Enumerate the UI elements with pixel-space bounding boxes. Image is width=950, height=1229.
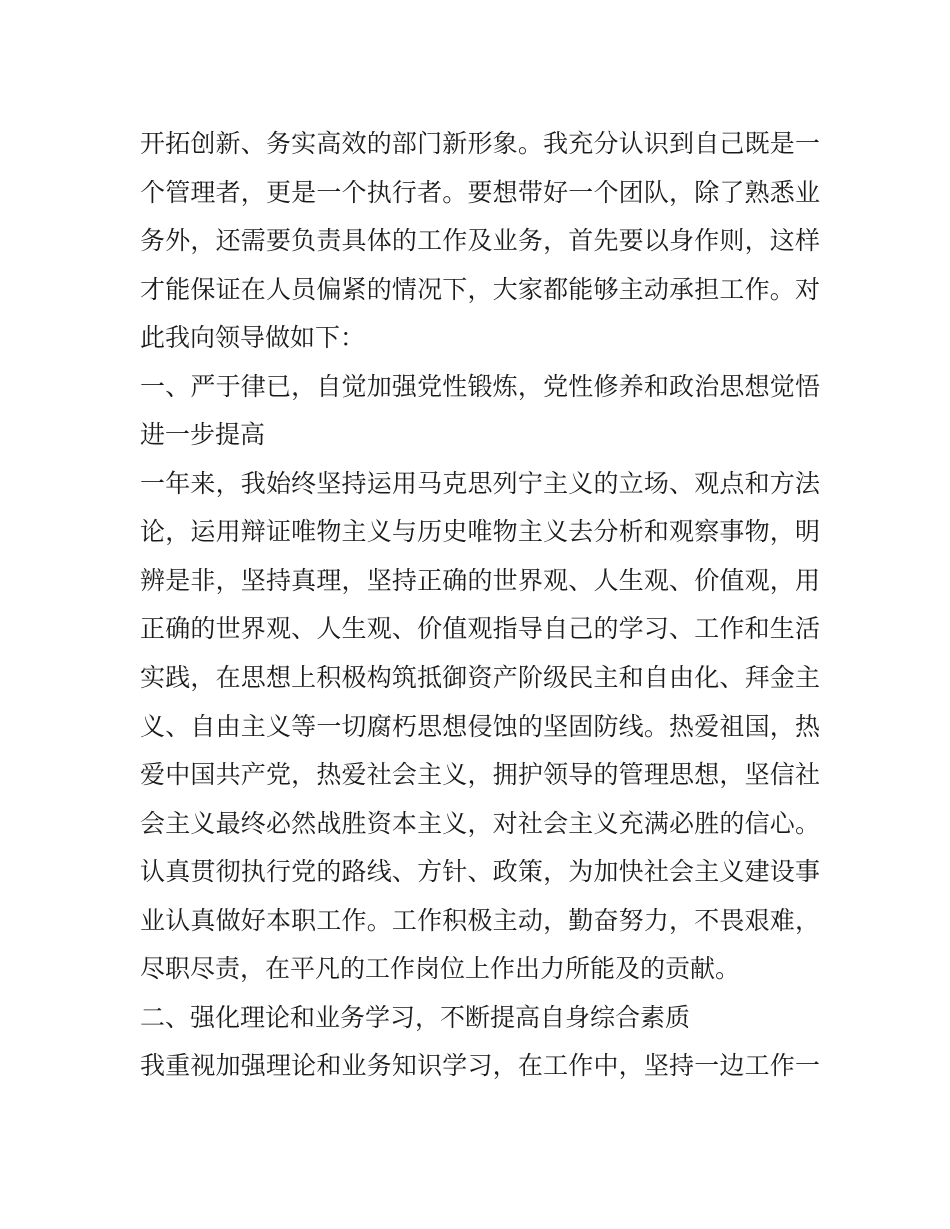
text-line: 二、强化理论和业务学习，不断提高自身综合素质: [140, 1002, 691, 1032]
document-body: [140, 120, 820, 1091]
text-line: 正确的世界观、人生观、价值观指导自己的学习、工作和生活: [140, 614, 820, 644]
text-line: 认真贯彻执行党的路线、方针、政策，为加快社会主义建设事: [140, 857, 820, 887]
text-line: 一、严于律已，自觉加强党性锻炼，党性修养和政治思想觉悟: [140, 371, 820, 401]
text-line: 业认真做好本职工作。工作积极主动，勤奋努力，不畏艰难，: [140, 905, 820, 935]
text-line: 进一步提高: [140, 420, 266, 450]
text-line: 个管理者，更是一个执行者。要想带好一个团队，除了熟悉业: [140, 177, 820, 207]
text-line: 论，运用辩证唯物主义与历史唯物主义去分析和观察事物，明: [140, 517, 820, 547]
text-line: 务外，还需要负责具体的工作及业务，首先要以身作则，这样: [140, 226, 820, 256]
text-line: 才能保证在人员偏紧的情况下，大家都能够主动承担工作。对: [140, 274, 820, 304]
text-line: 辨是非，坚持真理，坚持正确的世界观、人生观、价值观，用: [140, 565, 820, 595]
text-line: 一年来，我始终坚持运用马克思列宁主义的立场、观点和方法: [140, 468, 820, 498]
text-line: 尽职尽责，在平凡的工作岗位上作出力所能及的贡献。: [140, 954, 741, 984]
text-line: 会主义最终必然战胜资本主义，对社会主义充满必胜的信心。: [140, 808, 820, 838]
text-line: 我重视加强理论和业务知识学习，在工作中，坚持一边工作一: [140, 1051, 820, 1081]
text-line: 实践，在思想上积极构筑抵御资产阶级民主和自由化、拜金主: [140, 663, 820, 693]
text-line: 义、自由主义等一切腐朽思想侵蚀的坚固防线。热爱祖国，热: [140, 711, 820, 741]
text-line: 爱中国共产党，热爱社会主义，拥护领导的管理思想，坚信社: [140, 760, 820, 790]
text-line: 开拓创新、务实高效的部门新形象。我充分认识到自己既是一: [140, 129, 820, 158]
text-line: 此我向领导做如下：: [140, 323, 366, 353]
